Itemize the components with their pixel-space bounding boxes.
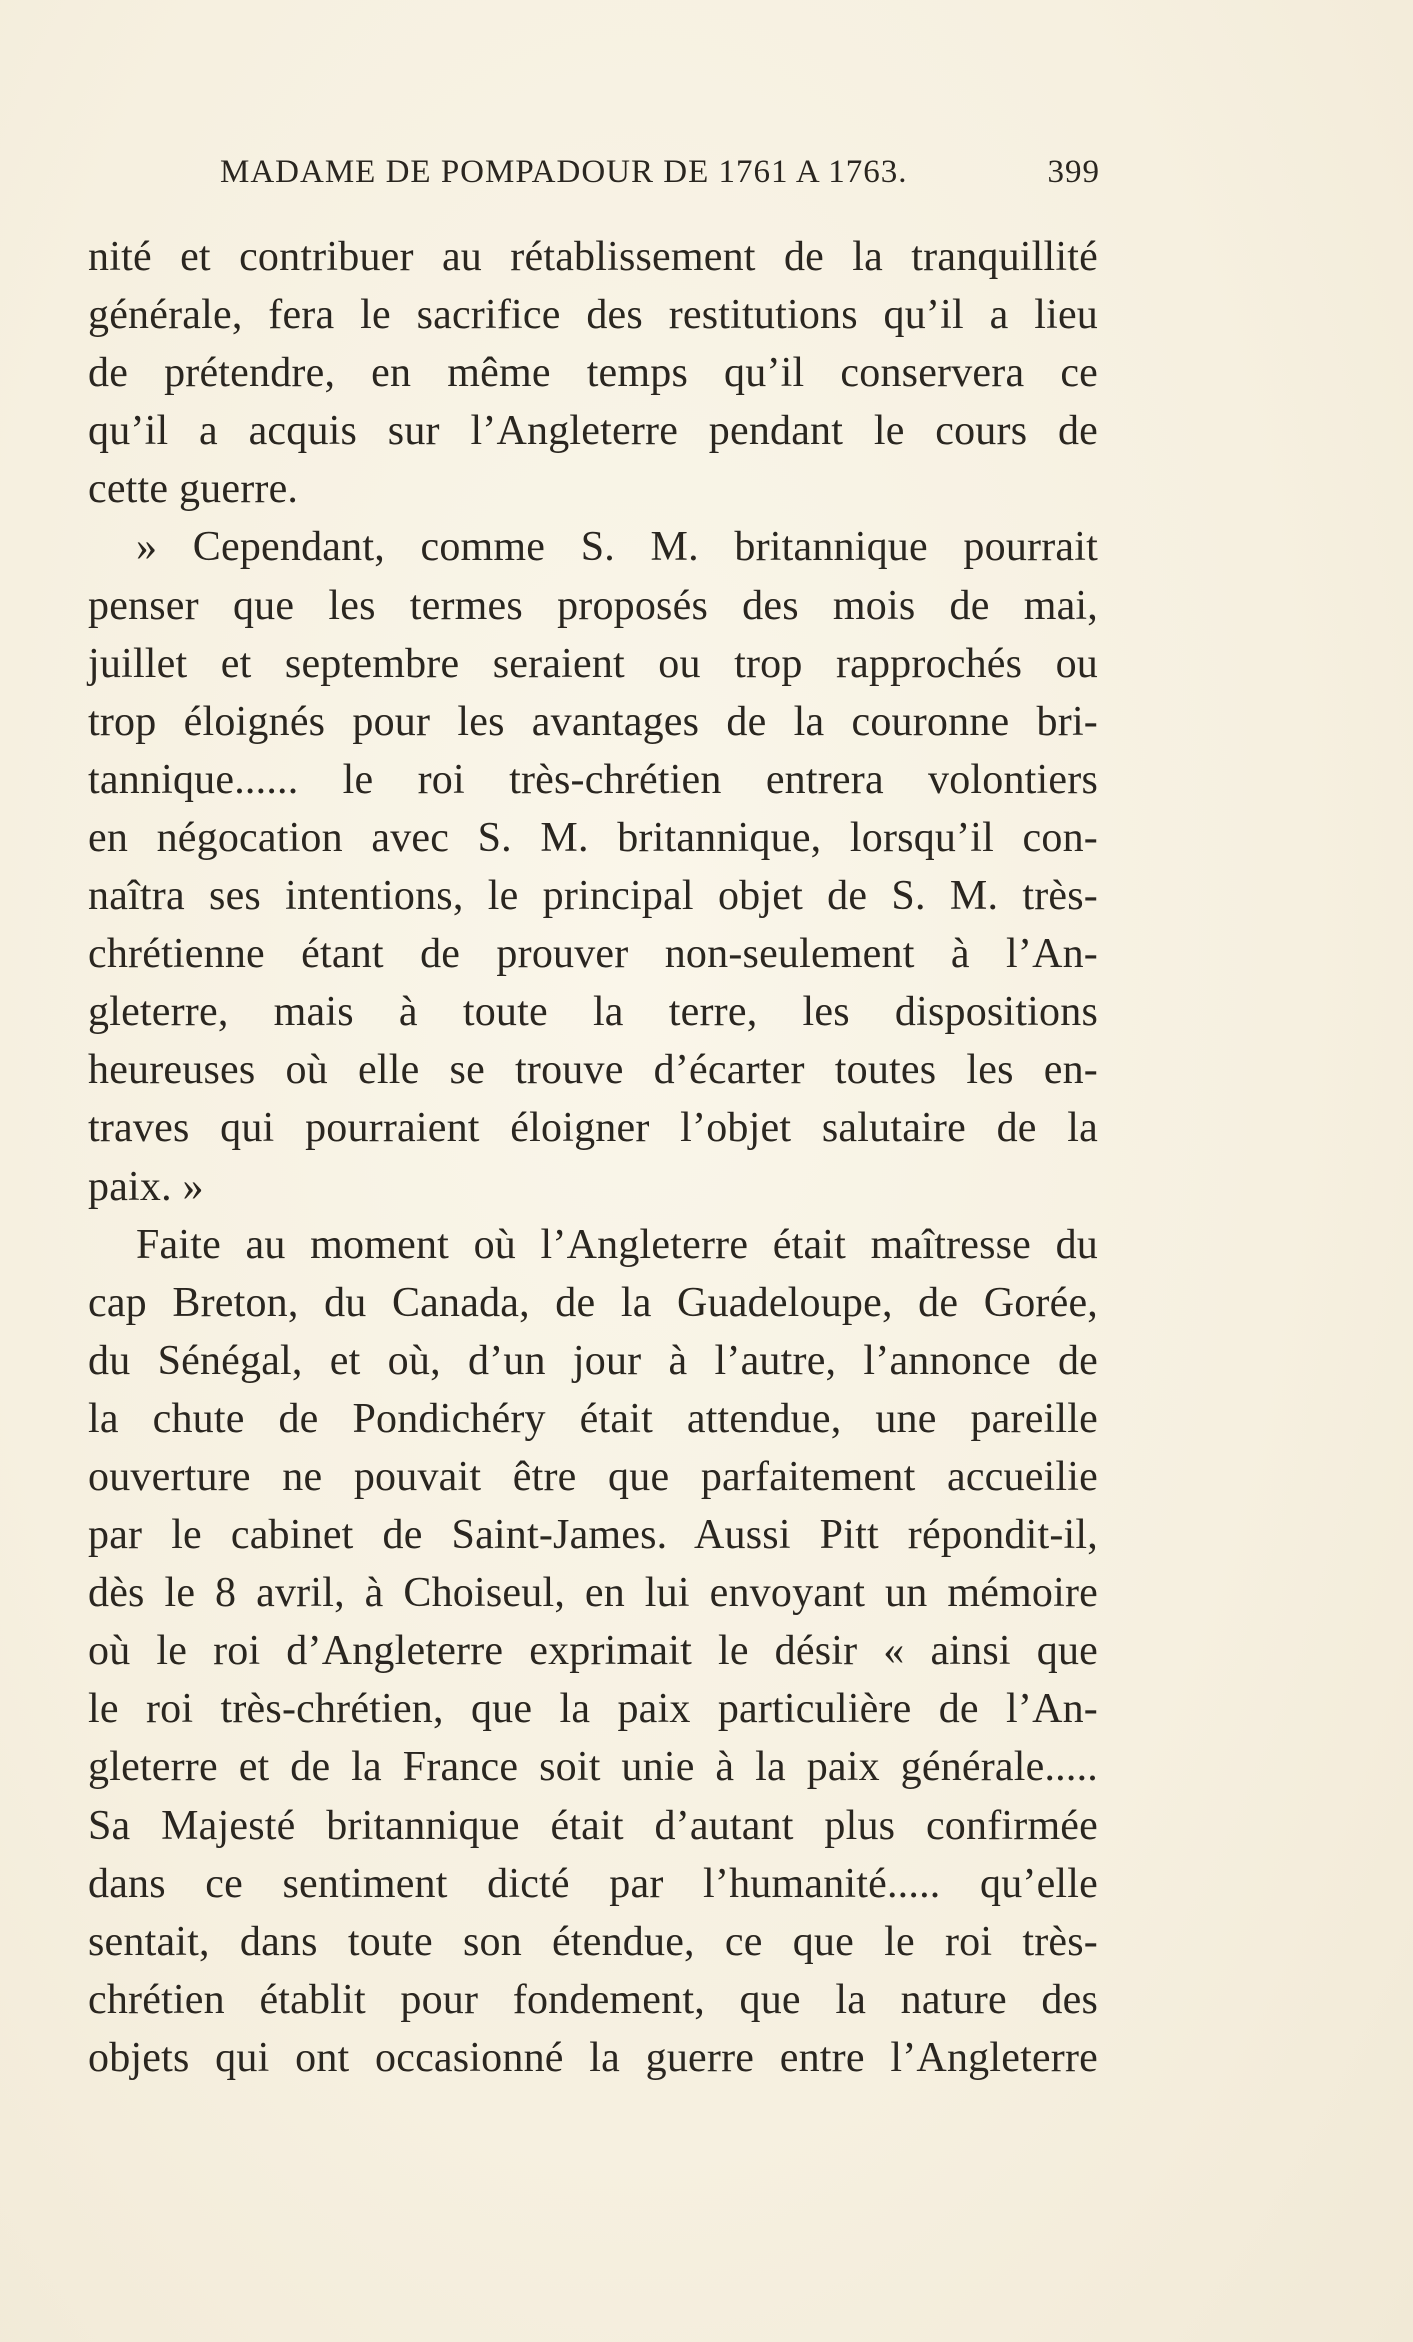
text-line: de prétendre, en même temps qu’il conservera ce <box>88 350 1098 397</box>
text-line: par le cabinet de Saint-James. Aussi Pitt répondit-il, <box>88 1512 1098 1559</box>
text-line: ouverture ne pouvait être que parfaitement accueilie <box>88 1453 1098 1500</box>
text-line: Faite au moment où l’Angleterre était maîtresse du <box>136 1221 1098 1268</box>
text-line: Sa Majesté britannique était d’autant plus confirmée <box>88 1802 1098 1849</box>
text-line: » Cependant, comme S. M. britannique pourrait <box>136 524 1098 571</box>
text-line: chrétien établit pour fondement, que la nature des <box>88 1976 1098 2023</box>
text-line: cette guerre. <box>88 466 299 513</box>
text-line: trop éloignés pour les avantages de la couronne bri- <box>88 698 1098 745</box>
running-head <box>210 154 1100 198</box>
text-line: la chute de Pondichéry était attendue, une pareille <box>88 1395 1098 1442</box>
text-line: penser que les termes proposés des mois de mai, <box>88 582 1098 629</box>
text-line: traves qui pourraient éloigner l’objet salutaire de la <box>88 1105 1098 1152</box>
text-line: gleterre et de la France soit unie à la paix générale..... <box>88 1744 1098 1791</box>
text-line: chrétienne étant de prouver non-seulement à l’An- <box>88 931 1098 978</box>
running-title: MADAME DE POMPADOUR DE 1761 A 1763. <box>220 154 908 190</box>
text-line: heureuses où elle se trouve d’écarter toutes les en- <box>88 1047 1098 1094</box>
text-line: dans ce sentiment dicté par l’humanité..... qu’elle <box>88 1860 1098 1907</box>
text-line: juillet et septembre seraient ou trop rapprochés ou <box>88 640 1098 687</box>
text-line: paix. » <box>88 1163 204 1210</box>
text-line: naîtra ses intentions, le principal objet de S. M. très- <box>88 873 1098 920</box>
text-line: en négocation avec S. M. britannique, lorsqu’il con- <box>88 814 1098 861</box>
text-line: gleterre, mais à toute la terre, les dispositions <box>88 989 1098 1036</box>
text-line: sentait, dans toute son étendue, ce que le roi très- <box>88 1918 1098 1965</box>
text-line: tannique...... le roi très-chrétien entrera volontiers <box>88 756 1098 803</box>
body-text <box>88 228 1098 2087</box>
page-number: 399 <box>1047 154 1100 190</box>
text-line: qu’il a acquis sur l’Angleterre pendant le cours de <box>88 408 1098 455</box>
text-line: dès le 8 avril, à Choiseul, en lui envoyant un mémoire <box>88 1570 1098 1617</box>
text-line: le roi très-chrétien, que la paix particulière de l’An- <box>88 1686 1098 1733</box>
text-line: générale, fera le sacrifice des restitutions qu’il a lieu <box>88 292 1098 339</box>
text-line: où le roi d’Angleterre exprimait le désir « ainsi que <box>88 1628 1098 1675</box>
text-line: nité et contribuer au rétablissement de la tranquillité <box>88 234 1098 280</box>
text-line: cap Breton, du Canada, de la Guadeloupe, de Gorée, <box>88 1279 1098 1326</box>
text-line: du Sénégal, et où, d’un jour à l’autre, l’annonce de <box>88 1337 1098 1384</box>
text-line: objets qui ont occasionné la guerre entre l’Angleterre <box>88 2034 1098 2081</box>
